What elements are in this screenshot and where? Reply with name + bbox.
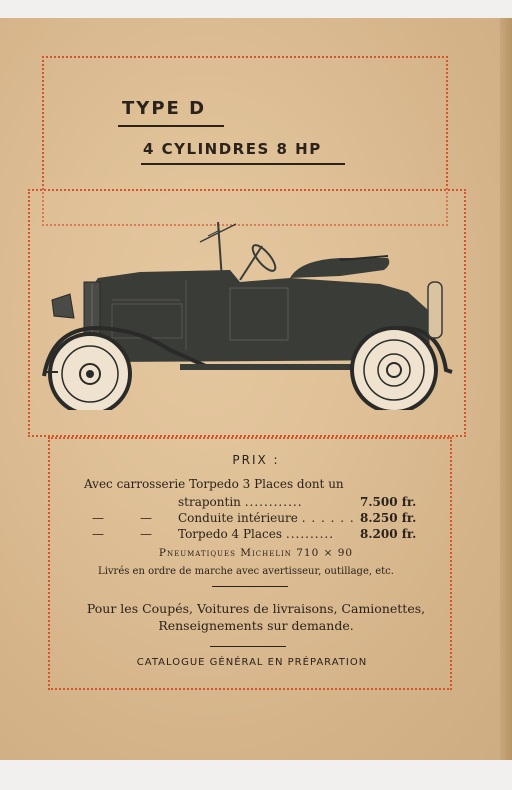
price-intro-line: Avec carrosserie Torpedo 3 Places dont un	[84, 477, 344, 491]
divider	[212, 586, 288, 587]
prices-heading: PRIX :	[232, 453, 280, 467]
other-models-line-1: Pour les Coupés, Voitures de livraisons, Camionettes,	[86, 601, 426, 616]
price-row-3-label: Torpedo 4 Places	[178, 527, 283, 541]
price-row-1-value: 7.500 fr.	[360, 495, 417, 509]
price-row-2-dots: . . . . . .	[301, 511, 355, 525]
divider	[210, 646, 286, 647]
ditto-mark: —	[92, 511, 104, 525]
page-fold	[500, 18, 512, 760]
model-title: TYPE D	[122, 98, 207, 119]
price-row-3	[178, 527, 334, 541]
car-torpedo-illustration	[40, 200, 460, 410]
price-row-1	[178, 495, 303, 509]
other-models-line-2: Renseignements sur demande.	[158, 618, 354, 633]
price-row-2	[178, 511, 355, 525]
delivery-note: Livrés en ordre de marche avec avertisseur, outillage, etc.	[98, 566, 394, 577]
rear-wheel	[352, 328, 436, 410]
subtitle-underline	[141, 163, 345, 165]
price-row-3-value: 8.200 fr.	[360, 527, 417, 541]
ditto-mark: —	[92, 527, 104, 541]
tyres-line: Pneumatiques Michelin 710 × 90	[158, 547, 354, 559]
front-wheel	[50, 334, 130, 410]
ditto-mark: —	[140, 511, 152, 525]
price-row-2-label: Conduite intérieure	[178, 511, 298, 525]
price-row-1-dots: ............	[244, 495, 303, 509]
title-underline	[118, 125, 224, 127]
price-frame	[48, 437, 452, 690]
price-row-2-value: 8.250 fr.	[360, 511, 417, 525]
engine-subtitle: 4 CYLINDRES 8 HP	[143, 140, 322, 158]
price-row-3-dots: ..........	[285, 527, 335, 541]
catalogue-note: CATALOGUE GÉNÉRAL EN PRÉPARATION	[136, 657, 368, 668]
other-models-note	[0, 600, 512, 634]
price-row-1-label: strapontin	[178, 495, 241, 509]
ditto-mark: —	[140, 527, 152, 541]
